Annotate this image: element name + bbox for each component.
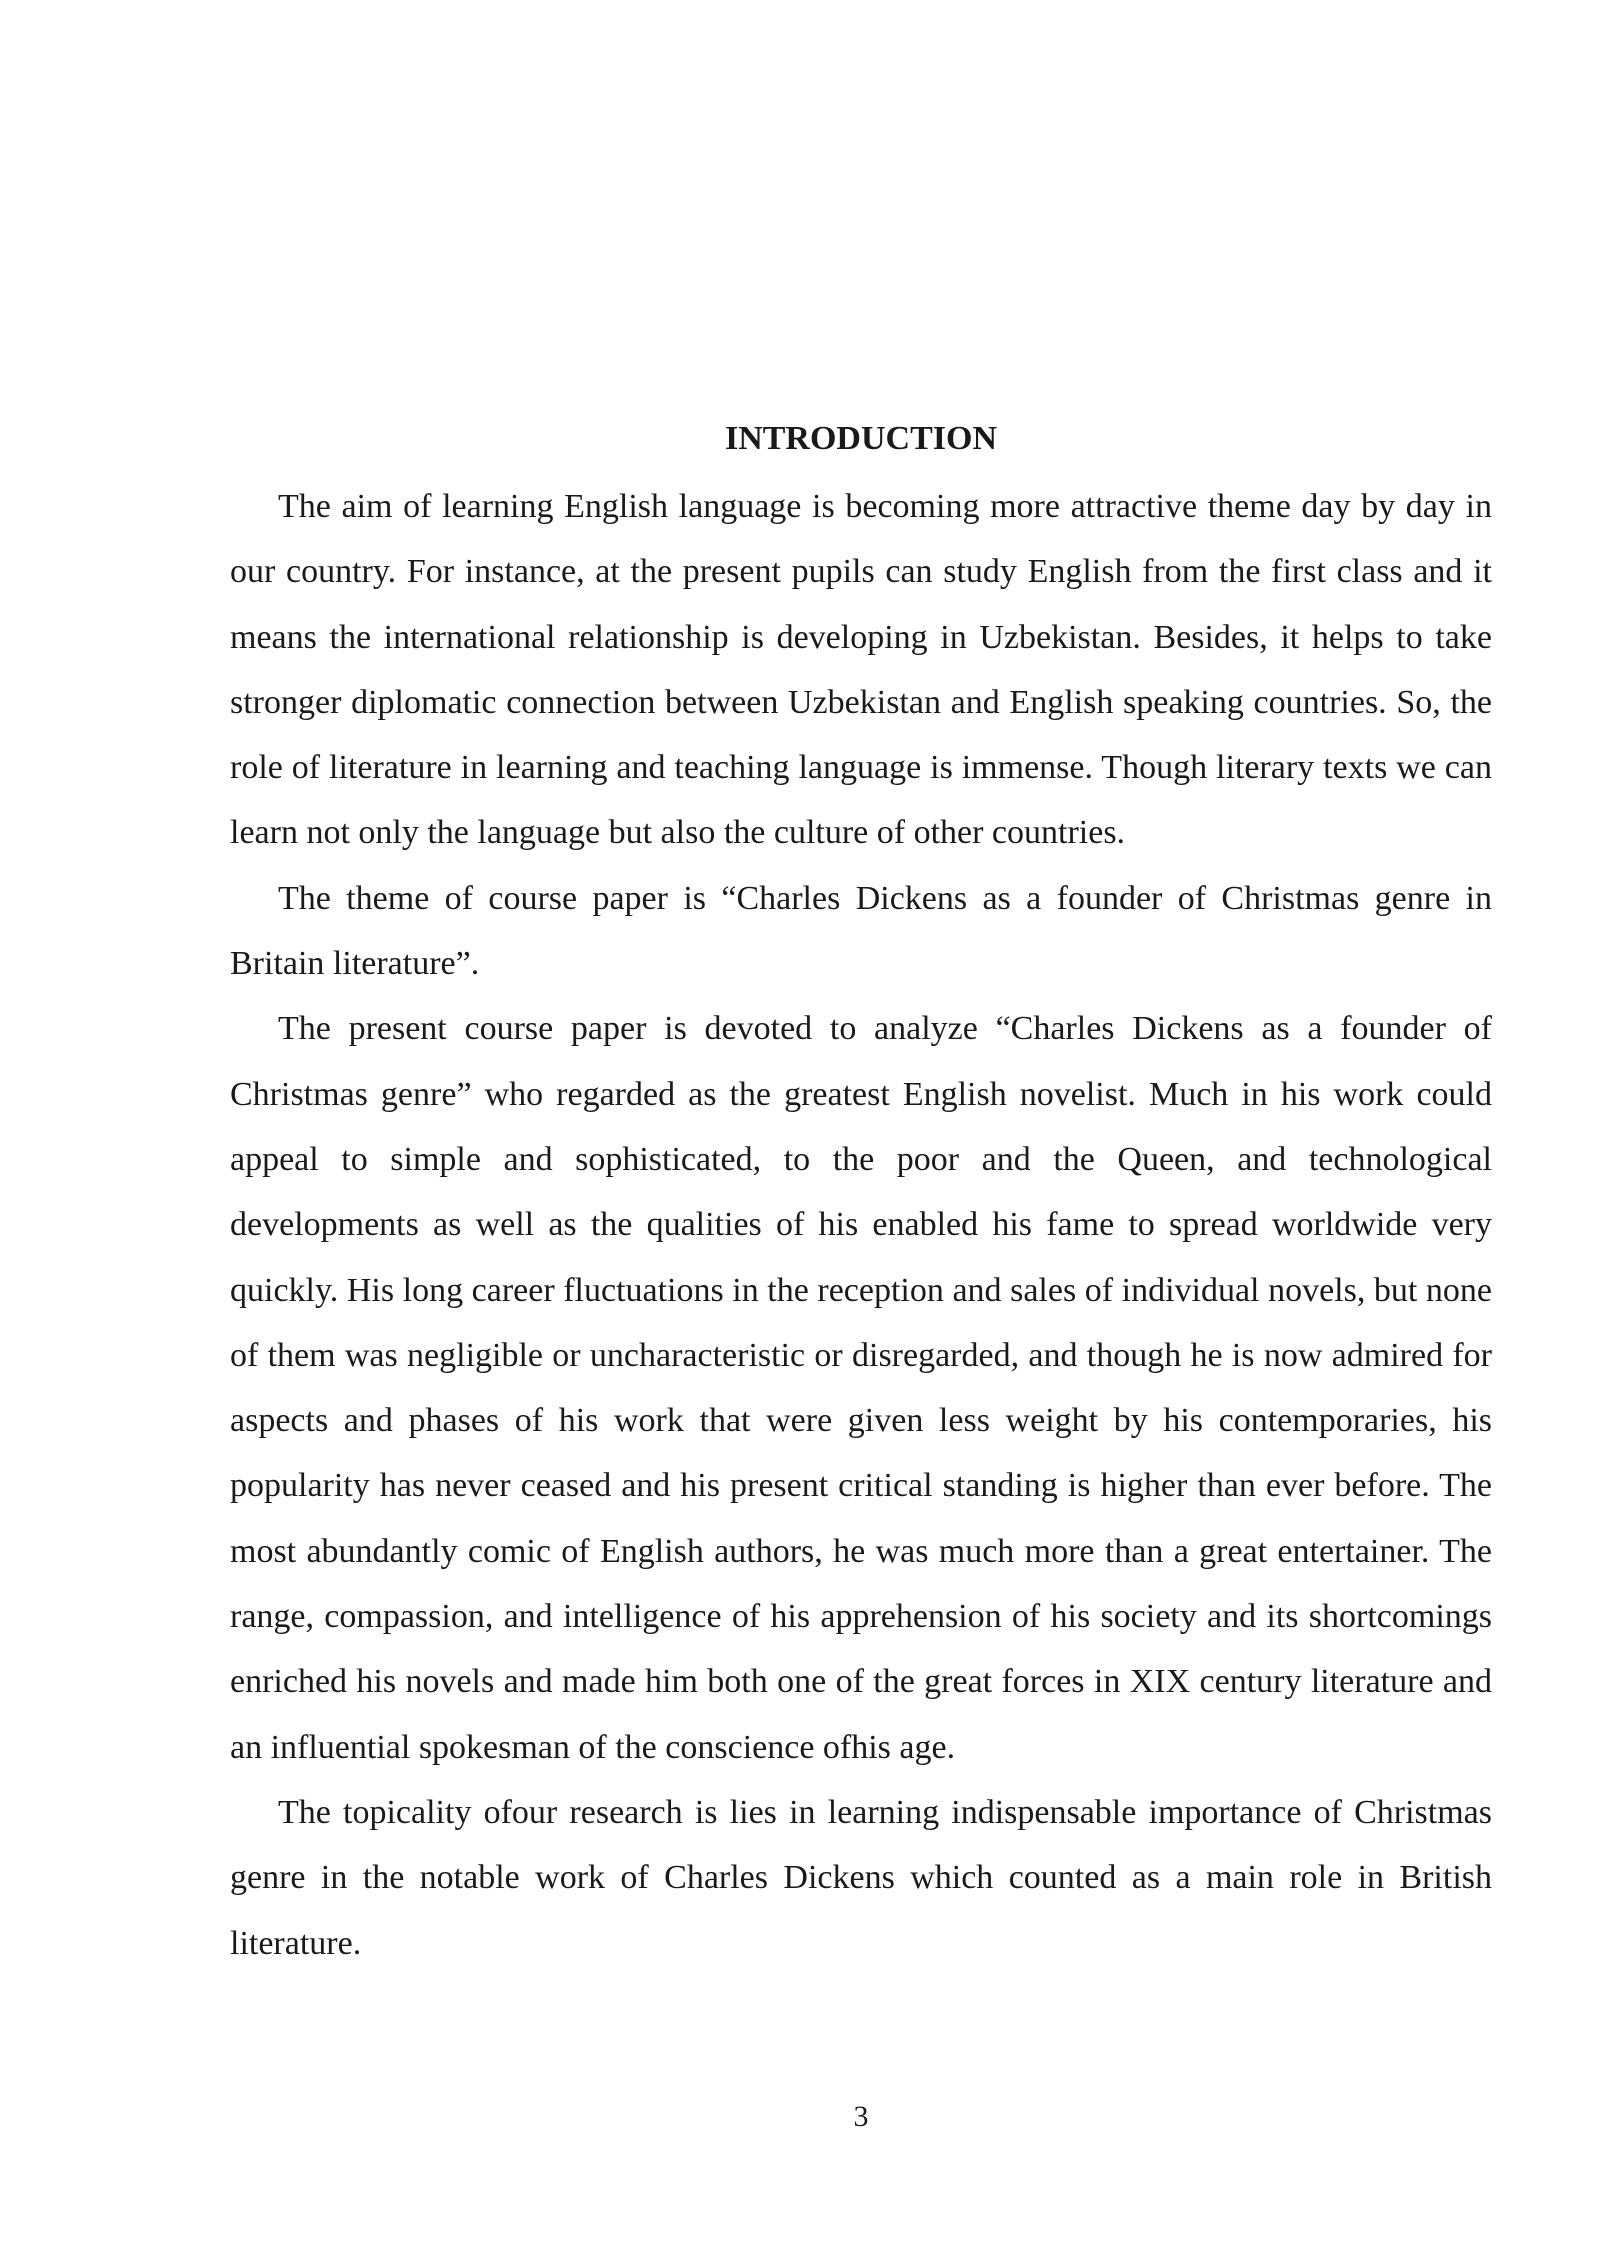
paragraph-course-paper: The present course paper is devoted to analyze “Charles Dickens as a founder of Christmas genre” who regarded as the greatest English novelist. Much in his work could appeal to simple and sophisticated, to the poor and the Queen, and technological developments as well as the qualities of his enabled his fame to spread worldwide very quickly. His long career fluctuations in the reception and sales of individual novels, but none of them was negligible or uncharacteristic or disregarded, and though he is now admired for aspects and phases of his work that were given less weight by his contemporaries, his popularity has never ceased and his present critical standing is higher than ever before. The most abundantly comic of English authors, he was much more than a great entertainer. The range, compassion, and intelligence of his apprehension of his society and its shortcomings enriched his novels and made him both one of the great forces in XIX century literature and an influential spokesman of the conscience ofhis age. xyxy=(230,1010,1492,1766)
paragraph-aim: The aim of learning English language is becoming more attractive theme day by day in our country. For instance, at the present pupils can study English from the first class and it means the international relationship is developing in Uzbekistan. Besides, it helps to take stronger diplomatic connection between Uzbekistan and English speaking countries. So, the role of literature in learning and teaching language is immense. Though literary texts we can learn not only the language but also the culture of other countries. xyxy=(230,488,1492,852)
page-content xyxy=(230,408,1492,1976)
page-title: INTRODUCTION xyxy=(724,420,998,457)
paragraph-topicality: The topicality ofour research is lies in learning indispensable importance of Christmas genre in the notable work of Charles Dickens which counted as a main role in British literature. xyxy=(230,1793,1492,1962)
paragraph-theme: The theme of course paper is “Charles Dickens as a founder of Christmas genre in Britain literature”. xyxy=(230,879,1492,983)
page-number: 3 xyxy=(853,2100,869,2133)
